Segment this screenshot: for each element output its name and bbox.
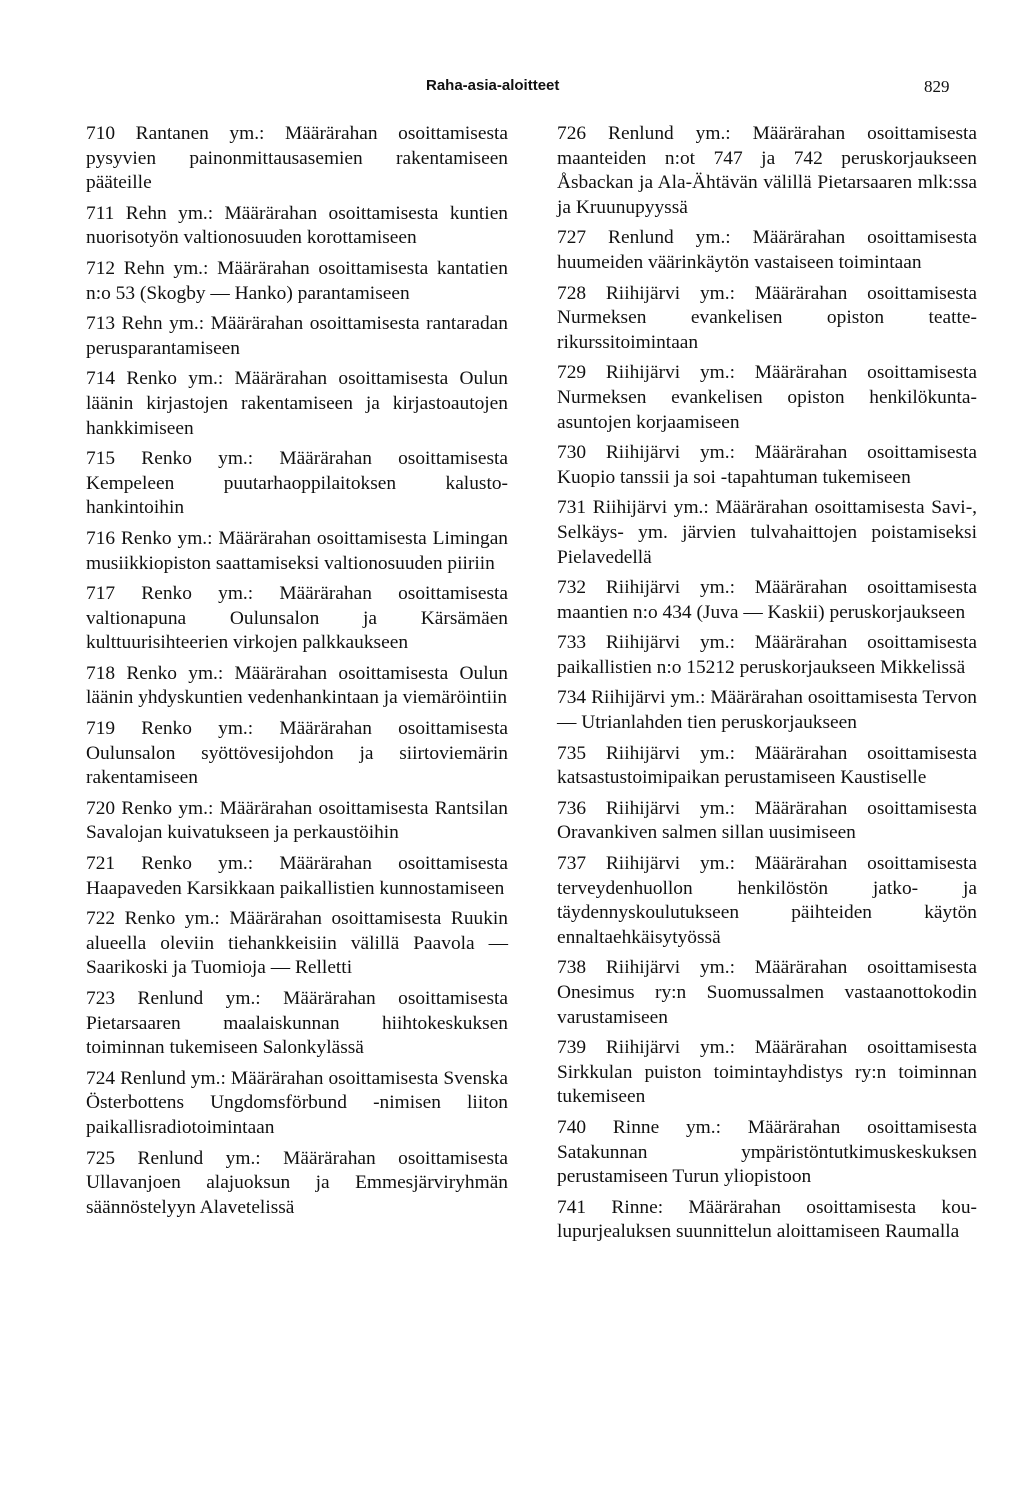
motion-entry — [557, 1036, 977, 1110]
motion-entry — [557, 441, 977, 490]
left-column — [86, 122, 508, 1226]
motion-text: Riihijärvi ym.: Määrärahan osoittamisesta Tervon — Utrianlahden tien peruskorjaukseen — [557, 687, 977, 734]
motion-text: Rehn ym.: Määrärahan osoittamisesta kantatien n:o 53 (Skogby — Hanko) parantamiseen — [86, 257, 508, 304]
motion-text: Riihijärvi ym.: Määrärahan osoittamisesta Onesimus ry:n Suomussalmen vastaanottokodin varustamiseen — [557, 957, 977, 1028]
motion-entry — [86, 662, 508, 711]
motion-entry — [86, 367, 508, 441]
motion-entry — [86, 527, 508, 576]
motion-number: 729 — [557, 362, 587, 384]
motion-text: Renko ym.: Määrärahan osoittamisesta Limingan musiikkiopiston saattamiseksi valtionosuuden piiriin — [86, 527, 508, 574]
motion-entry — [86, 1067, 508, 1141]
motion-entry — [557, 956, 977, 1030]
motion-entry — [557, 361, 977, 435]
motion-entry — [86, 717, 508, 791]
motion-text: Rantanen ym.: Määrärahan osoittamisesta pysyvien painonmittausasemien rakentamiseen pääteille — [86, 123, 508, 194]
motion-number: 737 — [557, 853, 587, 875]
motion-text: Renko ym.: Määrärahan osoittamisesta Haapaveden Karsikkaan paikallistien kunnostamiseen — [86, 853, 508, 899]
motion-number: 710 — [86, 123, 116, 144]
motion-number: 718 — [86, 662, 116, 684]
motion-text: Riihijärvi ym.: Määrärahan osoittamisesta Oravankiven salmen sillan uusimiseen — [557, 797, 977, 844]
motion-entry — [86, 797, 508, 846]
motion-text: Rinne ym.: Määrärahan osoittamisesta Satakunnan ympäristöntutkimuskeskuksen perustamiseen Turun yliopistoon — [557, 1116, 977, 1188]
motion-number: 713 — [86, 313, 116, 335]
motion-number: 723 — [86, 988, 116, 1009]
motion-entry — [557, 226, 977, 275]
motion-number: 733 — [557, 632, 587, 654]
motion-text: Riihijärvi ym.: Määrärahan osoittamisesta Nurmeksen evankelisen opiston henkilökunta-asuntojen korjaamiseen — [557, 362, 977, 433]
motion-number: 741 — [557, 1196, 587, 1218]
motion-text: Rinne: Määrärahan osoittamisesta koulupurjealuksen suunnittelun aloittamiseen Raumalla — [557, 1196, 977, 1243]
motion-text: Riihijärvi ym.: Määrärahan osoittamisesta Nurmeksen evankelisen opiston teatterikurssitoimintaan — [557, 282, 977, 353]
motion-text: Renko ym.: Määrärahan osoittamisesta Ruukin alueella oleviin tiehankkeisiin välillä Paavola — Saarikoski ja Tuomioja — Relletti — [86, 908, 508, 979]
motion-entry — [86, 447, 508, 521]
motion-entry — [557, 496, 977, 570]
motion-number: 740 — [557, 1116, 587, 1138]
motion-entry — [86, 582, 508, 656]
motion-text: Renko ym.: Määrärahan osoittamisesta Kempeleen puutarhaoppilaitoksen kalustohankintoihin — [86, 448, 508, 519]
motion-entry — [86, 202, 508, 251]
motion-text: Riihijärvi ym.: Määrärahan osoittamisesta maantien n:o 434 (Juva — Kaskii) peruskorjaukseen — [557, 577, 977, 623]
motion-number: 738 — [557, 957, 587, 979]
motion-entry — [557, 1116, 977, 1190]
right-column — [557, 122, 977, 1251]
motion-entry — [86, 852, 508, 901]
motion-text: Riihijärvi ym.: Määrärahan osoittamisesta paikallistien n:o 15212 peruskorjaukseen Mikkelissä — [557, 632, 977, 678]
motion-number: 726 — [557, 123, 587, 144]
motion-number: 734 — [557, 687, 587, 709]
motion-entry — [557, 797, 977, 846]
motion-number: 717 — [86, 583, 116, 605]
motion-entry — [86, 257, 508, 306]
motion-number: 727 — [557, 227, 587, 249]
motion-entry — [557, 686, 977, 735]
motion-entry — [557, 852, 977, 950]
motion-number: 736 — [557, 797, 587, 819]
motion-text: Riihijärvi ym.: Määrärahan osoittamisesta terveydenhuollon henkilöstön jatko- ja täydennyskoulutukseen päihteiden käytön ennaltaehkäisytyössä — [557, 853, 977, 948]
page-number: 829 — [924, 77, 950, 96]
page-header — [0, 77, 1024, 101]
motion-number: 720 — [86, 797, 116, 819]
motion-text: Renko ym.: Määrärahan osoittamisesta Oulun läänin kirjastojen rakentamiseen ja kirjastoautojen hankkimiseen — [86, 368, 509, 439]
motion-entry — [557, 282, 977, 356]
motion-text: Riihijärvi ym.: Määrärahan osoittamisesta Savi-, Selkäys- ym. järvien tulvahaittojen poistamiseksi Pielavedellä — [557, 497, 977, 568]
motion-text: Renlund ym.: Määrärahan osoittamisesta Ullavanjoen alajuoksun ja Emmesjärviryhmän säännöstelyyn Alavetelissä — [86, 1147, 508, 1218]
motion-entry — [86, 312, 508, 361]
motion-text: Renko ym.: Määrärahan osoittamisesta Oulun läänin yhdyskuntien vedenhankintaan ja viemäröintiin — [86, 662, 509, 709]
motion-number: 711 — [86, 202, 115, 224]
motion-entry — [557, 742, 977, 791]
motion-text: Riihijärvi ym.: Määrärahan osoittamisesta katsastustoimipaikan perustamiseen Kaustiselle — [557, 742, 977, 789]
motion-text: Renlund ym.: Määrärahan osoittamisesta Pietarsaaren maalaiskunnan hiihtokeskuksen toiminnan tukemiseen Salonkylässä — [86, 988, 508, 1059]
motion-number: 715 — [86, 448, 116, 470]
motion-number: 732 — [557, 577, 587, 599]
motion-entry — [557, 1196, 977, 1245]
motion-number: 730 — [557, 442, 587, 464]
motion-text: Renlund ym.: Määrärahan osoittamisesta Svenska Österbottens Ungdomsförbund -nimisen liiton paikallisradiotoimintaan — [86, 1067, 508, 1138]
motion-text: Riihijärvi ym.: Määrärahan osoittamisesta Kuopio tanssii ja soi -tapahtuman tukemiseen — [557, 442, 977, 488]
motion-text: Rehn ym.: Määrärahan osoittamisesta rantaradan perusparantamiseen — [86, 313, 508, 359]
motion-number: 722 — [86, 908, 116, 930]
motion-number: 712 — [86, 257, 116, 279]
motion-text: Renko ym.: Määrärahan osoittamisesta valtionapuna Oulunsalon ja Kärsämäen kulttuurisihteerien virkojen palkkaukseen — [86, 583, 508, 654]
motion-entry — [86, 1147, 508, 1221]
motion-entry — [557, 576, 977, 625]
motion-number: 735 — [557, 742, 587, 764]
motion-number: 719 — [86, 718, 116, 740]
running-title: Raha-asia-aloitteet — [426, 77, 560, 94]
motion-number: 716 — [86, 527, 116, 549]
motion-entry — [557, 631, 977, 680]
motion-entry — [86, 907, 508, 981]
motion-text: Rehn ym.: Määrärahan osoittamisesta kuntien nuorisotyön valtionosuuden korottamiseen — [86, 202, 508, 249]
motion-entry — [557, 122, 977, 220]
motion-text: Riihijärvi ym.: Määrärahan osoittamisesta Sirkkulan puiston toimintayhdistys ry:n toiminnan tukemiseen — [557, 1037, 977, 1108]
motion-text: Renlund ym.: Määrärahan osoittamisesta huumeiden väärinkäytön vastaiseen toimintaan — [557, 227, 977, 273]
motion-number: 714 — [86, 368, 116, 390]
motion-number: 721 — [86, 853, 116, 875]
motion-number: 728 — [557, 282, 587, 304]
motion-entry — [86, 987, 508, 1061]
motion-number: 731 — [557, 497, 587, 519]
motion-number: 724 — [86, 1067, 116, 1089]
motion-text: Renko ym.: Määrärahan osoittamisesta Rantsilan Savalojan kuivatukseen ja perkaustöihin — [86, 797, 508, 844]
motion-entry — [86, 122, 508, 196]
motion-number: 725 — [86, 1147, 116, 1169]
motion-text: Renlund ym.: Määrärahan osoittamisesta maanteiden n:ot 747 ja 742 peruskorjaukseen Åsbackan ja Ala-Ähtävän välillä Pietarsaaren mlk:ssa ja Kruunupyyssä — [557, 123, 977, 218]
motion-text: Renko ym.: Määrärahan osoittamisesta Oulunsalon syöttövesijohdon ja siirtoviemärin rakentamiseen — [86, 718, 508, 789]
motion-number: 739 — [557, 1037, 587, 1059]
